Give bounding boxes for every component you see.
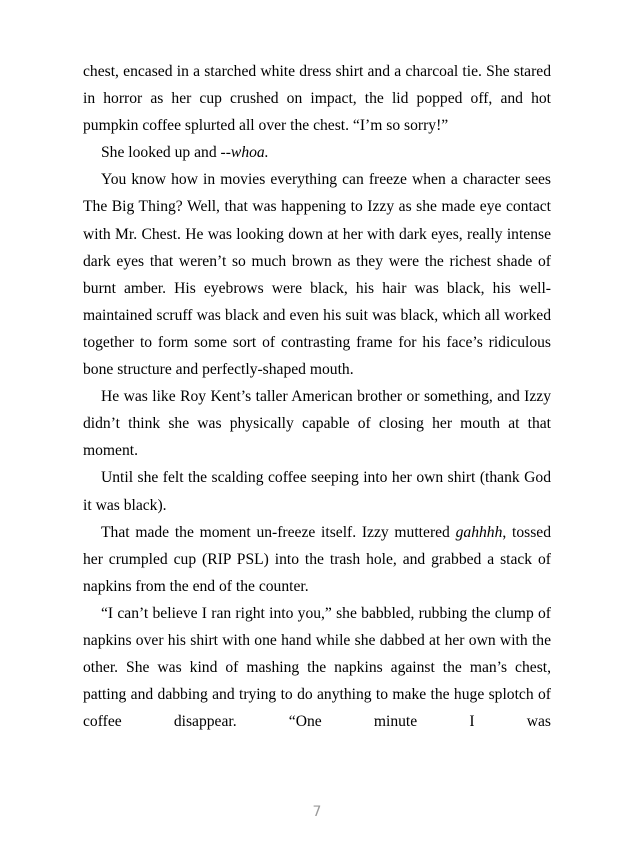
text-run: , tossed her crumpled cup (RIP PSL) into the trash hole, and grabbed a stack of napkins from the end of the counter. — [83, 523, 551, 595]
paragraph — [83, 600, 551, 735]
text-run: You know how in movies everything can freeze when a character sees The Big Thing? Well, that was happening to Izzy as she made eye contact with Mr. Chest. He was looking down at her with dark eyes, really intense dark eyes that weren’t so much brown as they were the richest shade of burnt amber. His eyebrows were black, his hair was black, his well-maintained scruff was black and even his suit was black, which all worked together to form some sort of contrasting frame for his face’s ridiculous bone structure and perfectly-shaped mouth. — [83, 171, 551, 379]
text-run: That made the moment un-freeze itself. Izzy muttered — [101, 523, 456, 541]
page-number: 7 — [312, 804, 322, 820]
body-text — [83, 58, 551, 735]
text-run: chest, encased in a starched white dress shirt and a charcoal tie. She stared in horror as her cup crushed on impact, the lid popped off, and hot pumpkin coffee splurted all over the chest. “I’m so sorry!” — [83, 63, 551, 135]
paragraph — [83, 519, 551, 600]
text-run: She looked up and -- — [101, 144, 231, 162]
paragraph — [83, 464, 551, 518]
paragraph — [83, 383, 551, 464]
text-run: “I can’t believe I ran right into you,” she babbled, rubbing the clump of napkins over his shirt with one hand while she dabbed at her own with the other. She was kind of mashing the napkins against the man’s chest, patting and dabbing and trying to do anything to make the huge splotch of coffee disappear. “One minute I was — [83, 604, 551, 731]
paragraph — [83, 139, 551, 166]
text-run: He was like Roy Kent’s taller American brother or something, and Izzy didn’t think she was physically capable of closing her mouth at that moment. — [83, 388, 551, 460]
italic-text-run: whoa. — [230, 144, 269, 162]
paragraph — [83, 166, 551, 383]
italic-text-run: gahhhh — [455, 523, 503, 541]
paragraph — [83, 58, 551, 139]
text-run: Until she felt the scalding coffee seeping into her own shirt (thank God it was black). — [83, 469, 551, 514]
